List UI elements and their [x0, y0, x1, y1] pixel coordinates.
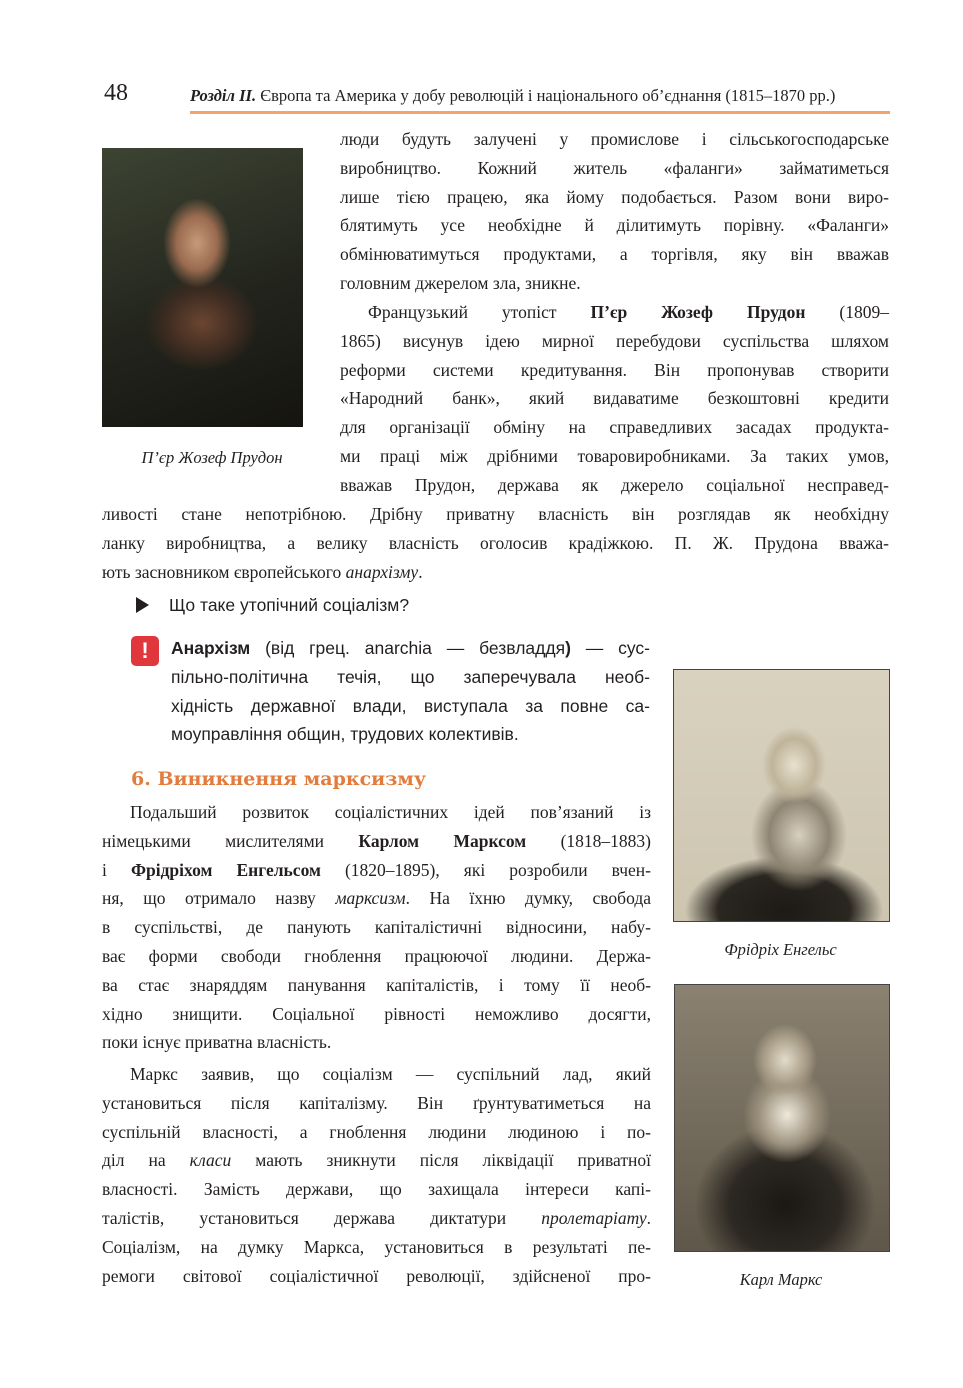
- caption-engels: Фрідріх Енгельс: [724, 940, 837, 959]
- text-line: виробництво. Кожний житель «фаланги» займатиметься: [340, 157, 889, 178]
- text-line: Соціалізм, на думку Маркса, установиться в результаті пе-: [102, 1236, 651, 1257]
- text-run: німецькими мислителями: [102, 830, 359, 851]
- chapter-title: Європа та Америка у добу революцій і національного об’єднання (1815–1870 рр.): [260, 86, 836, 105]
- bold-term-marx: Карлом Марксом: [358, 830, 527, 851]
- text-line: [102, 884, 651, 913]
- text-line: головним джерелом зла, зникне.: [340, 272, 581, 293]
- paragraph-proudhon-cont: [102, 500, 889, 586]
- text-run: — сус-: [570, 638, 651, 658]
- bold-term-proudhon: П’єр Жозеф Прудон: [590, 302, 806, 322]
- text-run: .: [646, 1207, 651, 1228]
- text-run: талістів, установиться держава диктатури: [102, 1207, 542, 1228]
- caption-marx: Карл Маркс: [739, 1270, 823, 1289]
- text-line: обмінюватимуться продуктами, а торгівля, яку він вважав: [340, 244, 889, 265]
- paragraph-marxism-intro: [102, 798, 651, 1057]
- text-run: . На їхню думку, свобода: [405, 888, 651, 909]
- text-line: в суспільстві, де панують капіталістичні відносини, набу-: [102, 917, 651, 938]
- header-rule: [190, 111, 890, 114]
- text-line: [102, 856, 651, 885]
- page-number: 48: [104, 80, 128, 106]
- text-line: хідність державної влади, виступала за повне са-: [171, 695, 650, 716]
- portrait-engels: [673, 669, 890, 922]
- portrait-proudhon: [102, 148, 303, 427]
- text-line: власності. Замість держави, що захищала інтереси капі-: [102, 1179, 651, 1200]
- paragraph-fourier-end: [340, 125, 889, 298]
- text-line: поки існує приватна власність.: [102, 1032, 332, 1053]
- section-heading: 6. Виникнення марксизму: [131, 768, 427, 790]
- text-run: .: [418, 561, 423, 582]
- exclamation-icon: !: [131, 636, 159, 666]
- paragraph-marx-socialism: [102, 1060, 651, 1290]
- question-text: Що таке утопічний соціалізм?: [169, 595, 410, 615]
- italic-term-anarchism: анархізму: [345, 561, 419, 582]
- text-line: [171, 634, 650, 663]
- text-line: люди будуть залучені у промислове і сільськогосподарське: [340, 129, 889, 149]
- text-run: мають зникнути після ліквідації приватної: [231, 1150, 651, 1171]
- text-line: установиться після капіталізму. Він ґрунтуватиметься на: [102, 1092, 651, 1113]
- italic-term-marxism: марксизм: [335, 888, 406, 909]
- text-line: [102, 558, 889, 587]
- text-line: ває форми свободи гноблення працюючої людини. Держа-: [102, 945, 651, 966]
- chapter-label: Розділ ІІ.: [190, 86, 257, 105]
- text-line: блятимуть усе необхідне й ділитимуть порівну. «Фаланги»: [340, 215, 889, 236]
- text-line: «Народний банк», який видаватиме безкоштовні кредити: [340, 388, 889, 409]
- play-arrow-icon: [136, 597, 149, 613]
- italic-term-proletariat: пролетаріату: [541, 1207, 647, 1228]
- text-line: для організації обміну на справедливих засадах продукта-: [340, 417, 889, 438]
- text-line: [102, 827, 651, 856]
- text-line: ва стає знаряддям панування капіталістів, і тому її необ-: [102, 974, 651, 995]
- text-line: [102, 1146, 651, 1175]
- text-line: Маркс заявив, що соціалізм — суспільний лад, який: [130, 1064, 651, 1084]
- text-line: лише тією працею, яка йому подобається. Разом вони виро-: [340, 186, 889, 207]
- text-line: ланку виробництва, а велику власність оголосив крадіжкою. П. Ж. Прудона вважа-: [102, 532, 889, 553]
- text-run: ють засновником європейського: [102, 561, 346, 582]
- text-run: Французький утопіст: [368, 302, 591, 322]
- text-line: ми праці між дрібними товаровиробниками. За таких умов,: [340, 445, 889, 466]
- text-run: діл на: [102, 1150, 190, 1171]
- italic-term-classes: класи: [189, 1150, 232, 1171]
- caption-proudhon: П’єр Жозеф Прудон: [141, 448, 283, 467]
- text-run: (1818–1883): [526, 830, 651, 851]
- text-run: ): [565, 638, 571, 658]
- text-run: (1820–1895), які розробили вчен-: [320, 859, 651, 880]
- definition-term: Анархізм: [171, 638, 251, 658]
- text-line: ремоги світової соціалістичної революції, здійсненої про-: [102, 1265, 651, 1286]
- portrait-marx: [674, 984, 890, 1252]
- text-run: (від грец. anarchia — безвладдя: [250, 638, 566, 658]
- text-run: (1809–: [805, 302, 890, 322]
- text-line: [102, 1204, 651, 1233]
- paragraph-proudhon: [340, 298, 889, 500]
- text-line: хідно знищити. Соціальної рівності неможливо досягти,: [102, 1003, 651, 1024]
- review-question: [136, 595, 409, 616]
- text-line: 1865) висунув ідею мирної перебудови суспільства шляхом: [340, 330, 889, 351]
- definition-anarchism: [171, 634, 650, 749]
- text-line: Подальший розвиток соціалістичних ідей пов’язаний із: [130, 802, 651, 822]
- text-line: вважав Прудон, держава як джерело соціальної несправед-: [340, 474, 889, 495]
- text-line: [340, 298, 889, 327]
- text-line: ливості стане непотрібною. Дрібну приватну власність він розглядав як необхідну: [102, 504, 889, 524]
- running-header: [190, 86, 890, 106]
- text-line: реформи системи кредитування. Він пропонував створити: [340, 359, 889, 380]
- text-line: моуправління общин, трудових колективів.: [171, 724, 519, 745]
- bold-term-engels: Фрідріхом Енгельсом: [130, 859, 321, 880]
- text-line: пільно-політична течія, що заперечувала необ-: [171, 666, 650, 687]
- text-run: і: [102, 859, 131, 880]
- text-run: ня, що отримало назву: [102, 888, 336, 909]
- text-line: суспільній власності, а гноблення людини людиною і по-: [102, 1121, 651, 1142]
